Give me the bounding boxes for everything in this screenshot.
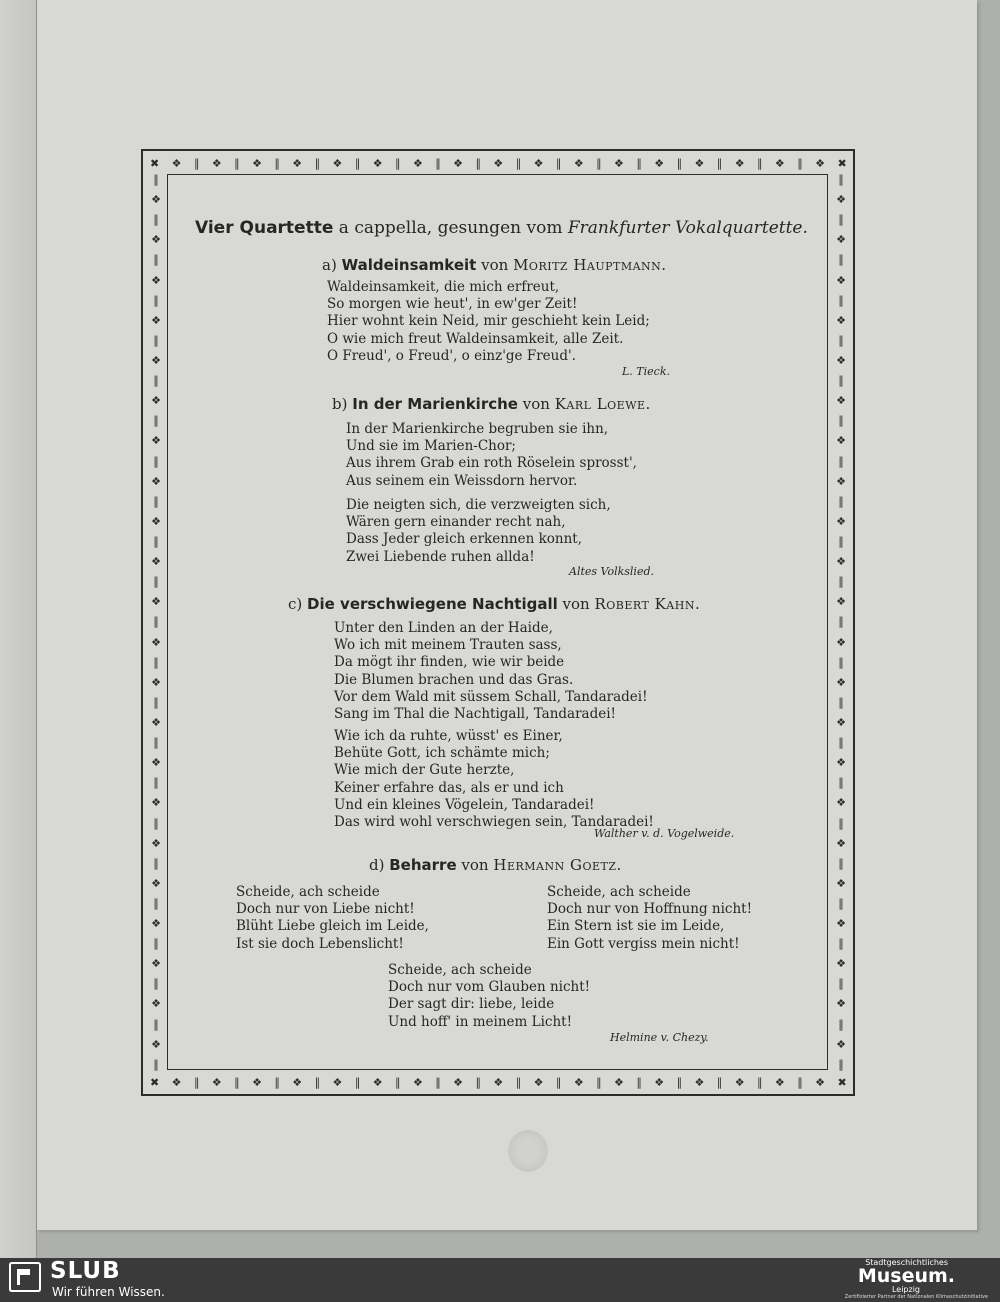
verse-line: Ist sie doch Lebenslicht!	[236, 935, 404, 952]
verse-line: Ein Gott vergiss mein nicht!	[547, 935, 740, 952]
verse-line: Doch nur von Hoffnung nicht!	[547, 901, 752, 918]
blind-stamp	[508, 1130, 548, 1172]
border-ornament-icon: ❖	[836, 434, 846, 448]
border-ornament-icon: ‖	[475, 156, 481, 170]
verse-line: Der sagt dir: liebe, leide	[388, 996, 555, 1013]
border-ornament-icon: ‖	[314, 1075, 321, 1089]
viewer-footer	[0, 1258, 1000, 1302]
border-ornament-icon: ‖	[153, 494, 159, 508]
border-ornament-icon: ‖	[716, 156, 723, 170]
border-ornament-icon: ❖	[151, 957, 161, 971]
border-ornament-icon: ❖	[412, 156, 423, 170]
border-ornament-icon: ❖	[836, 514, 846, 528]
border-ornament-icon: ❖	[654, 1075, 665, 1089]
border-ornament-icon: ‖	[636, 156, 642, 170]
page-heading	[195, 218, 808, 238]
border-ornament-icon: ❖	[151, 514, 161, 528]
border-ornament-icon: ❖	[815, 156, 826, 170]
border-ornament-icon: ‖	[153, 736, 159, 750]
border-ornament-icon: ❖	[151, 313, 161, 327]
border-ornament-icon: ❖	[836, 876, 846, 890]
border-ornament-icon: ‖	[676, 1075, 683, 1089]
border-ornament-icon: ‖	[395, 156, 401, 170]
border-ornament-icon: ‖	[838, 454, 844, 468]
border-ornament-icon: ❖	[171, 1075, 182, 1089]
border-ornament-icon: ‖	[153, 1017, 159, 1031]
verse-line: Waldeinsamkeit, die mich erfreut,	[327, 279, 560, 295]
border-ornament-icon: ❖	[151, 876, 161, 890]
border-ornament-icon: ✖	[837, 1075, 847, 1089]
museum-subtitle: Stadtgeschichtliches	[865, 1258, 948, 1267]
border-ornament-icon: ❖	[151, 273, 161, 287]
verse-line: Wie ich da ruhte, wüsst' es Einer,	[334, 728, 563, 744]
verse-line: So morgen wie heut', in ew'ger Zeit!	[327, 296, 578, 313]
border-ornament-icon: ‖	[153, 374, 159, 388]
border-ornament-icon: ‖	[153, 655, 159, 669]
border-ornament-icon: ❖	[151, 1037, 161, 1051]
section-a-verse	[327, 279, 650, 365]
verse-line: Doch nur von Liebe nicht!	[236, 901, 415, 918]
border-ornament-icon: ‖	[838, 655, 844, 669]
border-ornament-icon: ‖	[838, 816, 844, 830]
border-ornament-icon: ‖	[838, 736, 844, 750]
verse-line: Dass Jeder gleich erkennen konnt,	[346, 531, 582, 548]
border-ornament-icon: ❖	[774, 156, 785, 170]
border-ornament-icon: ‖	[153, 454, 159, 468]
border-ornament-icon: ❖	[836, 635, 846, 649]
verse-line: Wären gern einander recht nah,	[346, 514, 566, 531]
composer-name: Robert Kahn.	[594, 595, 701, 613]
border-ornament-icon: ❖	[836, 353, 846, 367]
border-ornament-icon: ‖	[234, 156, 240, 170]
border-ornament-icon: ❖	[836, 796, 846, 810]
border-ornament-icon: ‖	[153, 695, 159, 709]
border-ornament-icon: ‖	[757, 156, 763, 170]
border-ornament-icon: ‖	[153, 937, 159, 951]
border-ornament-icon: ‖	[838, 293, 844, 307]
composer-name: Hermann Goetz.	[493, 856, 622, 874]
border-ornament-icon: ❖	[151, 675, 161, 689]
border-ornament-icon: ❖	[151, 353, 161, 367]
border-ornament-icon: ❖	[292, 1075, 303, 1089]
border-ornament-icon: ❖	[836, 394, 846, 408]
border-ornament-icon: ‖	[797, 156, 803, 170]
border-ornament-icon: ❖	[734, 156, 745, 170]
border-ornament-icon: ‖	[838, 1017, 844, 1031]
border-ornament-icon: ‖	[716, 1075, 723, 1089]
library-name[interactable]: SLUB	[50, 1258, 121, 1284]
von-label: von	[562, 595, 590, 613]
border-ornament-icon: ❖	[573, 1075, 584, 1089]
border-ornament-icon: ❖	[836, 595, 846, 609]
verse-line: Das wird wohl verschwiegen sein, Tandaradei!	[334, 814, 654, 831]
border-ornament-icon: ❖	[252, 1075, 262, 1089]
border-ornament-icon: ❖	[836, 917, 846, 931]
border-ornament-icon: ‖	[838, 695, 844, 709]
section-d-title	[369, 856, 622, 874]
border-ornament-icon: ❖	[493, 156, 504, 170]
border-ornament-icon: ❖	[372, 156, 383, 170]
border-ornament-icon: ❖	[412, 1075, 423, 1089]
verse-line: Zwei Liebende ruhen allda!	[346, 548, 535, 565]
section-prefix: c)	[288, 595, 303, 613]
section-c-verse-2	[334, 728, 654, 831]
border-ornament-icon: ‖	[838, 615, 844, 629]
section-c-verse-1	[334, 620, 648, 723]
verse-line: Keiner erfahre das, als er und ich	[334, 779, 564, 796]
section-a-title	[322, 256, 667, 274]
border-ornament-icon: ‖	[757, 1075, 763, 1089]
border-ornament-icon: ❖	[151, 756, 161, 770]
verse-line: Die Blumen brachen und das Gras.	[334, 671, 574, 688]
border-ornament-icon: ‖	[838, 333, 844, 347]
border-ornament-icon: ❖	[211, 156, 222, 170]
border-ornament-icon: ‖	[838, 575, 844, 589]
border-ornament-icon: ❖	[493, 1075, 504, 1089]
library-claim: Wir führen Wissen.	[52, 1285, 165, 1299]
border-ornament-icon: ‖	[435, 1075, 441, 1089]
border-ornament-icon: ❖	[836, 233, 846, 247]
border-ornament-icon: ❖	[614, 1075, 624, 1089]
border-ornament-icon: ❖	[654, 156, 665, 170]
section-b-verse-1	[346, 421, 637, 490]
border-ornament-icon: ‖	[838, 776, 844, 790]
border-ornament-icon: ❖	[151, 193, 161, 207]
heading-bold: Vier Quartette	[195, 218, 334, 238]
border-ornament-icon: ‖	[838, 534, 844, 548]
slub-logo-icon	[8, 1261, 42, 1293]
heading-middle: a cappella, gesungen vom	[338, 218, 563, 238]
verse-line: Hier wohnt kein Neid, mir geschieht kein Leid;	[327, 313, 650, 330]
verse-line: In der Marienkirche begruben sie ihn,	[346, 421, 609, 437]
border-ornament-icon: ‖	[838, 1057, 844, 1071]
verse-line: Und sie im Marien-Chor;	[346, 438, 516, 455]
song-title: Waldeinsamkeit	[341, 256, 477, 274]
border-ornament-icon: ❖	[614, 156, 624, 170]
border-ornament-icon: ‖	[395, 1075, 401, 1089]
verse-line: Vor dem Wald mit süssem Schall, Tandaradei!	[334, 688, 648, 705]
composer-name: Karl Loewe.	[554, 395, 651, 413]
composer-name: Moritz Hauptmann.	[513, 256, 667, 274]
verse-line: Wo ich mit meinem Trauten sass,	[334, 637, 562, 654]
border-ornament-icon: ❖	[151, 434, 161, 448]
border-ornament-icon: ‖	[475, 1075, 481, 1089]
border-ornament-icon: ‖	[153, 575, 159, 589]
border-ornament-icon: ❖	[836, 313, 846, 327]
border-ornament-icon: ‖	[797, 1075, 803, 1089]
border-ornament-icon: ‖	[838, 253, 844, 267]
border-ornament-icon: ‖	[153, 414, 159, 428]
border-ornament-icon: ❖	[836, 273, 846, 287]
border-ornament-icon: ❖	[836, 957, 846, 971]
border-ornament-icon: ‖	[838, 977, 844, 991]
border-ornament-icon: ❖	[836, 675, 846, 689]
border-ornament-icon: ‖	[596, 156, 602, 170]
border-ornament-icon: ‖	[274, 1075, 280, 1089]
von-label: von	[461, 856, 489, 874]
border-ornament-icon: ❖	[151, 233, 161, 247]
border-ornament-icon: ‖	[314, 156, 321, 170]
border-ornament-icon: ❖	[453, 1075, 464, 1089]
border-ornament-icon: ❖	[292, 156, 303, 170]
border-ornament-icon: ❖	[332, 156, 343, 170]
border-ornament-icon: ❖	[774, 1075, 785, 1089]
border-ornament-icon: ❖	[836, 193, 846, 207]
border-ornament-icon: ‖	[515, 156, 522, 170]
section-b-verse-2	[346, 497, 611, 566]
border-ornament-icon: ‖	[153, 615, 159, 629]
border-ornament-icon: ❖	[171, 156, 182, 170]
verse-line: Doch nur vom Glauben nicht!	[388, 979, 591, 996]
border-ornament-icon: ‖	[838, 896, 844, 910]
border-ornament-icon: ‖	[153, 534, 159, 548]
border-ornament-icon: ‖	[676, 156, 683, 170]
heading-italic: Frankfurter Vokalquartette.	[567, 218, 808, 238]
border-ornament-icon: ‖	[234, 1075, 240, 1089]
museum-city: Leipzig	[891, 1285, 920, 1294]
border-ornament-icon: ‖	[838, 414, 844, 428]
border-ornament-icon: ❖	[836, 715, 846, 729]
border-ornament-icon: ❖	[453, 156, 464, 170]
museum-certificate: Zertifizierter Partner der Nationalen Klimaschutzinitiative	[844, 1294, 988, 1300]
border-ornament-icon: ‖	[838, 374, 844, 388]
border-ornament-icon: ‖	[193, 1075, 200, 1089]
section-prefix: a)	[322, 256, 337, 274]
border-ornament-icon: ‖	[153, 253, 159, 267]
border-ornament-icon: ‖	[153, 333, 159, 347]
section-prefix: d)	[369, 856, 385, 874]
verse-line: O Freud', o Freud', o einz'ge Freud'.	[327, 347, 576, 364]
verse-line: Und hoff' in meinem Licht!	[388, 1013, 572, 1030]
border-ornament-icon: ‖	[636, 1075, 642, 1089]
border-ornament-icon: ‖	[153, 293, 159, 307]
border-ornament-icon: ❖	[836, 555, 846, 569]
border-ornament-icon: ❖	[151, 635, 161, 649]
border-ornament-icon: ‖	[153, 173, 159, 186]
section-d-verse-3	[388, 962, 590, 1031]
border-ornament-icon: ❖	[252, 156, 262, 170]
museum-name[interactable]: Museum.	[857, 1265, 955, 1287]
border-ornament-icon: ❖	[815, 1075, 826, 1089]
border-ornament-icon: ✖	[150, 1075, 160, 1089]
border-ornament-icon: ❖	[836, 474, 846, 488]
border-ornament-icon: ❖	[372, 1075, 383, 1089]
section-c-title	[288, 595, 700, 613]
border-ornament-icon: ❖	[151, 796, 161, 810]
border-ornament-icon: ❖	[573, 156, 584, 170]
song-title: Die verschwiegene Nachtigall	[307, 595, 558, 613]
border-ornament-icon: ✖	[150, 156, 160, 170]
verse-line: Scheide, ach scheide	[547, 884, 691, 900]
section-d-verse-1	[236, 884, 429, 953]
border-ornament-icon: ‖	[838, 494, 844, 508]
border-ornament-icon: ❖	[836, 756, 846, 770]
song-title: In der Marienkirche	[352, 395, 518, 413]
von-label: von	[522, 395, 550, 413]
verse-line: Ein Stern ist sie im Leide,	[547, 918, 725, 935]
border-ornament-icon: ❖	[151, 394, 161, 408]
border-ornament-icon: ❖	[836, 836, 846, 850]
border-ornament-icon: ❖	[836, 997, 846, 1011]
border-ornament-icon: ‖	[838, 213, 844, 227]
section-b-author: Altes Volkslied.	[569, 565, 655, 578]
border-ornament-icon: ‖	[555, 156, 562, 170]
border-ornament-icon: ‖	[555, 1075, 562, 1089]
border-ornament-icon: ‖	[153, 896, 159, 910]
verse-line: Blüht Liebe gleich im Leide,	[236, 918, 429, 935]
border-ornament-icon: ❖	[151, 997, 161, 1011]
border-ornament-icon: ‖	[153, 816, 159, 830]
verse-line: Aus seinem ein Weissdorn hervor.	[346, 472, 578, 489]
border-ornament-icon: ‖	[153, 856, 159, 870]
section-prefix: b)	[332, 395, 348, 413]
border-ornament-icon: ‖	[838, 856, 844, 870]
border-ornament-icon: ❖	[694, 1075, 705, 1089]
verse-line: Scheide, ach scheide	[236, 884, 380, 900]
verse-line: Und ein kleines Vögelein, Tandaradei!	[334, 796, 595, 813]
border-ornament-icon: ❖	[151, 917, 161, 931]
verse-line: Da mögt ihr finden, wie wir beide	[334, 654, 565, 671]
border-ornament-icon: ❖	[533, 156, 544, 170]
border-ornament-icon: ‖	[193, 156, 200, 170]
verse-line: Die neigten sich, die verzweigten sich,	[346, 497, 611, 513]
border-ornament-icon: ❖	[151, 836, 161, 850]
border-ornament-icon: ✖	[837, 156, 847, 170]
verse-line: Unter den Linden an der Haide,	[334, 620, 553, 636]
border-ornament-icon: ❖	[332, 1075, 343, 1089]
border-ornament-icon: ❖	[734, 1075, 745, 1089]
border-ornament-icon: ‖	[354, 156, 361, 170]
border-ornament-icon: ❖	[694, 156, 705, 170]
border-ornament-icon: ❖	[151, 595, 161, 609]
border-ornament-icon: ❖	[151, 715, 161, 729]
section-c-author: Walther v. d. Vogelweide.	[594, 827, 735, 840]
border-ornament-icon: ❖	[533, 1075, 544, 1089]
border-ornament-icon: ‖	[838, 937, 844, 951]
verse-line: Wie mich der Gute herzte,	[334, 762, 515, 779]
border-ornament-icon: ‖	[153, 977, 159, 991]
border-ornament-icon: ‖	[153, 1057, 159, 1071]
verse-line: Aus ihrem Grab ein roth Röselein sprosst',	[346, 455, 637, 472]
border-ornament-icon: ‖	[354, 1075, 361, 1089]
section-a-author: L. Tieck.	[622, 365, 670, 378]
verse-line: Sang im Thal die Nachtigall, Tandaradei!	[334, 706, 616, 723]
song-title: Beharre	[389, 856, 457, 874]
border-ornament-icon: ‖	[838, 173, 844, 186]
border-ornament-icon: ‖	[596, 1075, 602, 1089]
border-ornament-icon: ‖	[274, 156, 280, 170]
border-ornament-icon: ❖	[151, 555, 161, 569]
section-d-verse-2	[547, 884, 752, 953]
section-b-title	[332, 395, 651, 413]
verse-line: O wie mich freut Waldeinsamkeit, alle Zeit.	[327, 330, 624, 347]
border-ornament-icon: ‖	[153, 213, 159, 227]
border-ornament-icon: ‖	[153, 776, 159, 790]
section-d-author: Helmine v. Chezy.	[610, 1031, 709, 1044]
verse-line: Behüte Gott, ich schämte mich;	[334, 745, 550, 762]
border-ornament-icon: ❖	[211, 1075, 222, 1089]
border-ornament-icon: ‖	[515, 1075, 522, 1089]
border-ornament-icon: ‖	[435, 156, 441, 170]
von-label: von	[481, 256, 509, 274]
border-ornament-icon: ❖	[151, 474, 161, 488]
border-ornament-icon: ❖	[836, 1037, 846, 1051]
verse-line: Scheide, ach scheide	[388, 962, 532, 978]
